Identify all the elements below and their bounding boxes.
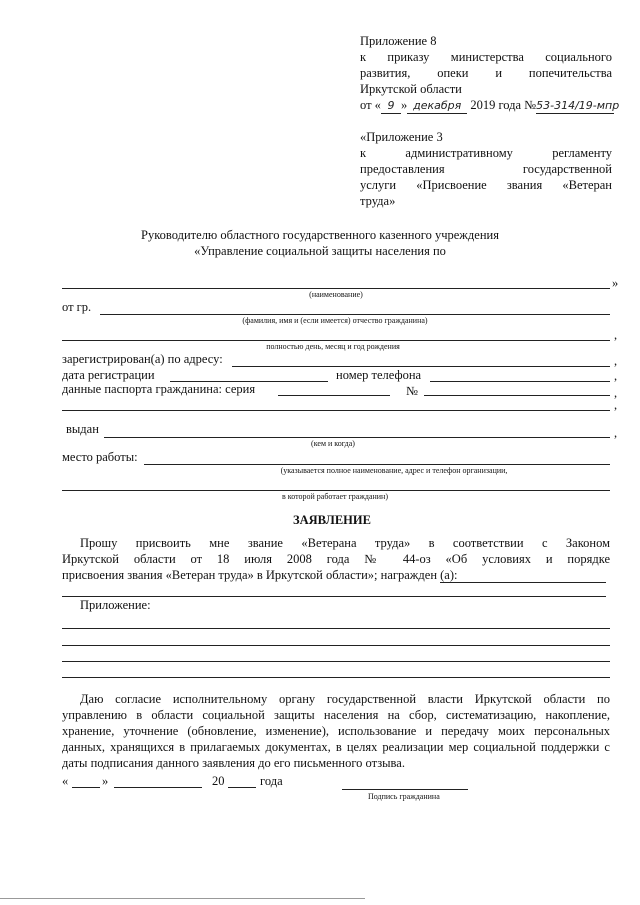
consent-line1: Даю согласие исполнительному органу государственной власти Иркутской области по xyxy=(80,692,610,706)
attachment-label: Приложение: xyxy=(80,598,151,612)
comma-passport-extra: , xyxy=(614,398,618,412)
attachment-line-4[interactable] xyxy=(62,677,610,678)
address-line[interactable] xyxy=(232,366,610,367)
footer-close-quote: » xyxy=(102,774,109,788)
workplace-label: место работы: xyxy=(62,450,138,464)
footer-open-quote: « xyxy=(62,774,69,788)
attachment-line-3[interactable] xyxy=(62,661,610,662)
comma-passport: , xyxy=(614,386,618,400)
date-prefix: от « xyxy=(360,98,381,112)
passport-extra-line[interactable] xyxy=(62,410,610,411)
appendix3-line2: предоставления государственной xyxy=(360,162,612,176)
appendix3-line1: к административному регламенту xyxy=(360,146,612,160)
birth-date-line[interactable] xyxy=(62,340,610,341)
addressee-line2: «Управление социальной защиты населения по xyxy=(194,244,446,258)
passport-number-line[interactable] xyxy=(424,395,610,396)
department-name-line[interactable] xyxy=(62,288,610,289)
footer-day-line[interactable] xyxy=(72,787,100,788)
order-year: 2019 года № xyxy=(470,98,537,112)
comma-phone: , xyxy=(614,369,618,383)
order-number: 53-314/19-мпр xyxy=(536,99,620,112)
phone-line[interactable] xyxy=(430,381,610,382)
hint-work2: в которой работает гражданин) xyxy=(281,492,389,501)
appendix8-line3: Иркутской области xyxy=(360,82,462,96)
workplace-line[interactable] xyxy=(144,464,610,465)
consent-line5: даты подписания данного заявления до его письменного отзыва. xyxy=(62,756,405,770)
attachment-line-1[interactable] xyxy=(62,628,610,629)
awarded-line-2[interactable] xyxy=(62,596,606,597)
appendix3-line4: труда» xyxy=(360,194,396,208)
from-label: от гр. xyxy=(62,300,92,314)
order-date-line xyxy=(360,98,620,114)
appendix3-title: «Приложение 3 xyxy=(360,130,443,144)
hint-fio: (фамилия, имя и (если имеется) отчество гражданина) xyxy=(242,316,428,325)
issued-label: выдан xyxy=(66,422,99,436)
hint-birth: полностью день, месяц и год рождения xyxy=(266,342,400,351)
hint-work1: (указывается полное наименование, адрес и телефон организации, xyxy=(280,466,508,475)
statement-line3: присвоения звания «Ветеран труда» в Иркутской области»; награжден (а): xyxy=(62,568,458,582)
comma-birth: , xyxy=(614,328,618,342)
order-month: декабря xyxy=(407,98,467,114)
workplace-line-2[interactable] xyxy=(62,490,610,491)
footer-month-line[interactable] xyxy=(114,787,202,788)
signature-line[interactable] xyxy=(342,789,468,790)
statement-line1: Прошу присвоить мне звание «Ветерана труда» в соответствии с Законом xyxy=(80,536,610,550)
issued-line[interactable] xyxy=(104,437,610,438)
appendix8-title: Приложение 8 xyxy=(360,34,437,48)
hint-issued: (кем и когда) xyxy=(311,439,355,448)
appendix8-line1: к приказу министерства социального xyxy=(360,50,612,64)
reg-date-label: дата регистрации xyxy=(62,368,155,382)
consent-line3: хранение, уточнение (обновление, изменение), использование и передачу моих персональных xyxy=(62,724,610,738)
appendix3-line3: услуги «Присвоение звания «Ветеран xyxy=(360,178,612,192)
statement-title: ЗАЯВЛЕНИЕ xyxy=(293,513,371,527)
footer-year-suffix: года xyxy=(260,774,283,788)
awarded-line[interactable] xyxy=(440,582,606,583)
attachment-line-2[interactable] xyxy=(62,645,610,646)
registered-label: зарегистрирован(а) по адресу: xyxy=(62,352,223,366)
phone-label: номер телефона xyxy=(336,368,422,382)
consent-line4: данных, хранящихся в прилагаемых документах, в целях реализации мер социальной поддержки с xyxy=(62,740,610,754)
footer-year-prefix: 20 xyxy=(212,774,225,788)
passport-series-line[interactable] xyxy=(278,395,390,396)
passport-number-label: № xyxy=(406,384,418,398)
order-day: 9 xyxy=(381,98,401,114)
close-quote: » xyxy=(612,276,619,290)
footer-year-line[interactable] xyxy=(228,787,256,788)
statement-line2: Иркутской области от 18 июля 2008 года № 44-оз «Об условиях и порядке xyxy=(62,552,610,566)
appendix8-line2: развития, опеки и попечительства xyxy=(360,66,612,80)
date-sep: » xyxy=(400,98,408,112)
comma-address: , xyxy=(614,354,618,368)
passport-label: данные паспорта гражданина: серия xyxy=(62,382,256,396)
addressee-line1: Руководителю областного государственного казенного учреждения xyxy=(141,228,499,242)
comma-issued: , xyxy=(614,426,618,440)
fio-line[interactable] xyxy=(100,314,610,315)
consent-line2: управлению в области социальной защиты населения на сбор, систематизацию, накопление, xyxy=(62,708,610,722)
scan-border-line xyxy=(0,898,365,899)
hint-name: (наименование) xyxy=(309,290,363,299)
signature-hint: Подпись гражданина xyxy=(368,792,440,801)
